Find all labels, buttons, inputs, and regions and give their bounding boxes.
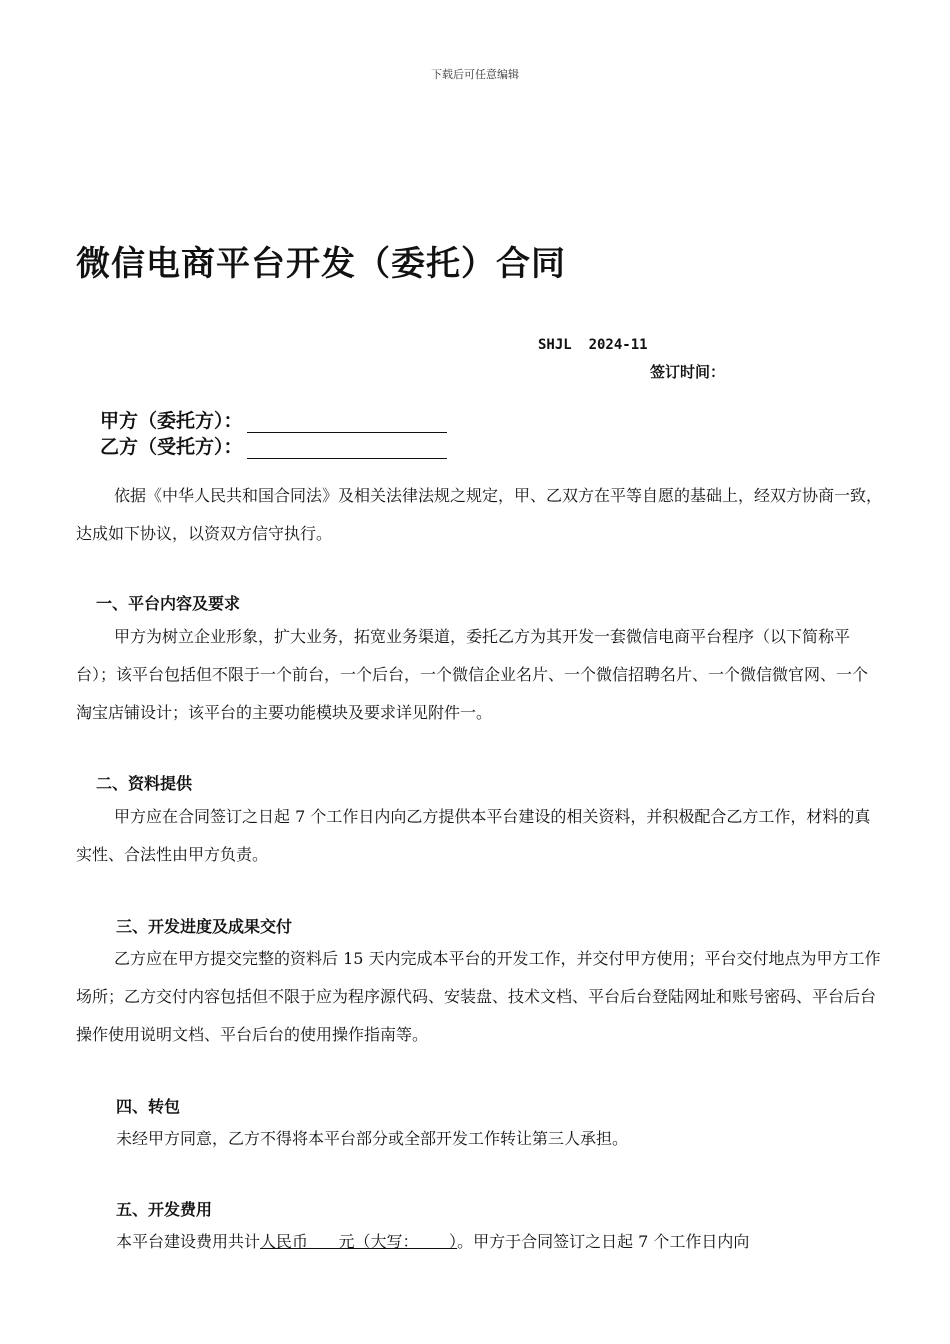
party-b-label: 乙方（受托方）： [100,436,243,458]
party-a-label: 甲方（委托方）： [100,410,243,432]
section-body-3: 乙方应在甲方提交完整的资料后 15 天内完成本平台的开发工作，并交付甲方使用；平台交付地点为甲方工作场所；乙方交付内容包括但不限于应为程序源代码、安装盘、技术文档、平台后台登陆网址和账号密码、平台后台操作使用说明文档、平台后台的使用操作指南等。 [76,949,881,1044]
party-b-line [100,432,447,459]
sign-time-label: 签订时间： [650,363,726,381]
fee-amount-field: 人民币 元（大写： ） [260,1232,458,1251]
section-heading-2: 二、资料提供 [96,774,193,793]
section-heading-4: 四、转包 [116,1097,181,1116]
intro-paragraph: 依据《中华人民共和国合同法》及相关法律法规之规定，甲、乙双方在平等自愿的基础上，经双方协商一致，达成如下协议，以资双方信守执行。 [76,486,883,543]
fee-suffix: 。甲方于合同签订之日起 7 个工作日内向 [457,1232,750,1251]
party-a-blank [247,412,447,433]
party-a-line [100,406,447,433]
section-body-1: 甲方为树立企业形象，扩大业务，拓宽业务渠道，委托乙方为其开发一套微信电商平台程序（以下简称平台）；该平台包括但不限于一个前台，一个后台，一个微信企业名片、一个微信招聘名片、一个微信微官网、一个淘宝店铺设计；该平台的主要功能模块及要求详见附件一。 [76,627,869,722]
party-b-blank [247,438,447,459]
document-title: 微信电商平台开发（委托）合同 [76,244,566,284]
section-heading-5: 五、开发费用 [116,1200,213,1219]
section-heading-3: 三、开发进度及成果交付 [116,917,293,936]
fee-prefix: 本平台建设费用共计 [116,1232,261,1251]
section-heading-1: 一、平台内容及要求 [96,594,241,613]
section-body-4: 未经甲方同意，乙方不得将本平台部分或全部开发工作转让第三人承担。 [116,1129,629,1148]
document-number: SHJL 2024-11 [538,337,648,353]
header-note: 下载后可任意编辑 [431,68,519,81]
section-body-2: 甲方应在合同签订之日起 7 个工作日内向乙方提供本平台建设的相关资料，并积极配合乙方工作，材料的真实性、合法性由甲方负责。 [76,807,871,864]
section-body-5 [116,1223,882,1261]
